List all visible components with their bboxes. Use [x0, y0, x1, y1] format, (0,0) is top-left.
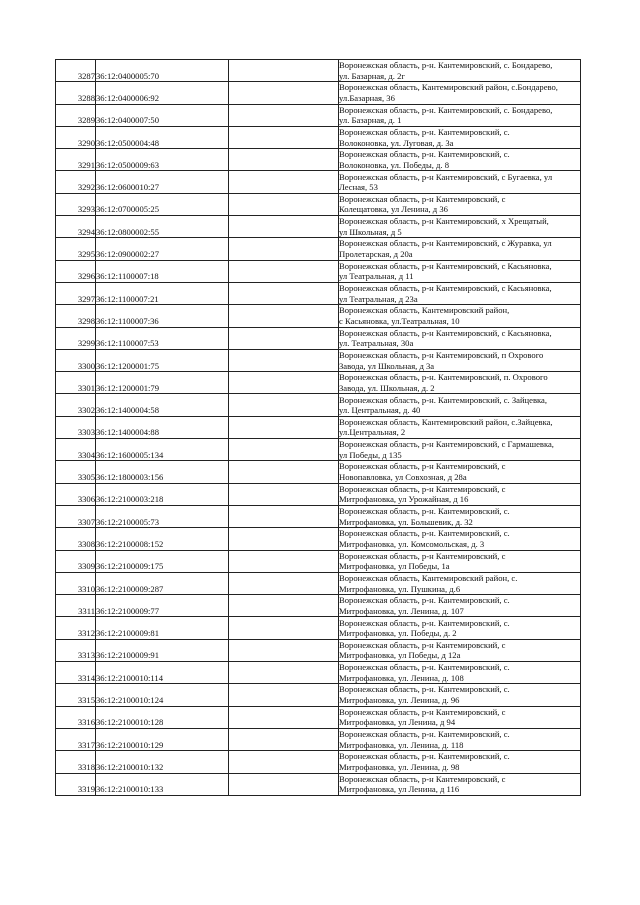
- table-row: [56, 751, 581, 773]
- empty-cell: [229, 126, 339, 148]
- cadastral-number-cell: 36:12:2100010:124: [96, 684, 229, 706]
- address-line: Воронежская область, р-н. Кантемировский, п. Охрового: [339, 372, 548, 383]
- address-line: ул Школьная, д 5: [339, 226, 402, 237]
- empty-cell: [229, 372, 339, 394]
- empty-cell: [229, 639, 339, 661]
- address-line: Воронежская область, р-н Кантемировский, п Охрового: [339, 349, 544, 360]
- empty-cell: [229, 751, 339, 773]
- cadastral-number-cell: 36:12:1200001:79: [96, 372, 229, 394]
- table-row: [56, 728, 581, 750]
- address-line: Воронежская область, р-н Кантемировский, с Гармашевка,: [339, 439, 554, 450]
- table-row: [56, 550, 581, 572]
- row-number-cell: 3306: [56, 483, 96, 505]
- empty-cell: [229, 483, 339, 505]
- address-cell: [339, 216, 581, 238]
- row-number-cell: 3309: [56, 550, 96, 572]
- address-line: Волоконовка, ул. Победы, д. 8: [339, 159, 450, 170]
- empty-cell: [229, 728, 339, 750]
- address-line: Митрофановка, ул Ленина, д 94: [339, 717, 456, 728]
- row-number-cell: 3299: [56, 327, 96, 349]
- row-number-cell: 3290: [56, 126, 96, 148]
- address-cell: [339, 505, 581, 527]
- row-number-cell: 3315: [56, 684, 96, 706]
- address-line: Воронежская область, р-н Кантемировский, с: [339, 639, 506, 650]
- empty-cell: [229, 550, 339, 572]
- cadastral-number-cell: 36:12:0500009:63: [96, 149, 229, 171]
- address-cell: [339, 126, 581, 148]
- address-cell: [339, 372, 581, 394]
- empty-cell: [229, 461, 339, 483]
- cadastral-number-cell: 36:12:2100010:129: [96, 728, 229, 750]
- table-row: [56, 773, 581, 795]
- cadastral-number-cell: 36:12:2100009:287: [96, 572, 229, 594]
- address-line: Митрофановка, ул Победы, 1а: [339, 561, 450, 572]
- cadastral-number-cell: 36:12:2100010:114: [96, 662, 229, 684]
- empty-cell: [229, 416, 339, 438]
- address-line: Лесная, 53: [339, 182, 378, 193]
- cadastral-number-cell: 36:12:1100007:53: [96, 327, 229, 349]
- address-line: ул Театральная, д 11: [339, 271, 414, 282]
- address-line: Воронежская область, р-н Кантемировский, с Касьяновка,: [339, 283, 552, 294]
- row-number-cell: 3302: [56, 394, 96, 416]
- address-line: Митрофановка, ул Победы, д 12а: [339, 650, 461, 661]
- cadastral-number-cell: 36:12:0400006:92: [96, 82, 229, 104]
- row-number-cell: 3308: [56, 528, 96, 550]
- address-line: Воронежская область, р-н. Кантемировский, с. Бондарево,: [339, 104, 553, 115]
- row-number-cell: 3314: [56, 662, 96, 684]
- table-row: [56, 126, 581, 148]
- address-line: Митрофановка, ул. Пушкина, д.6: [339, 583, 461, 594]
- address-line: Завода, ул Школьная, д 3а: [339, 360, 435, 371]
- cadastral-number-cell: 36:12:0800002:55: [96, 216, 229, 238]
- empty-cell: [229, 595, 339, 617]
- cadastral-number-cell: 36:12:0500004:48: [96, 126, 229, 148]
- address-line: Воронежская область, р-н Кантемировский, с Касьяновка,: [339, 327, 552, 338]
- row-number-cell: 3310: [56, 572, 96, 594]
- empty-cell: [229, 171, 339, 193]
- cadastral-number-cell: 36:12:0900002:27: [96, 238, 229, 260]
- address-line: Воронежская область, р-н. Кантемировский, с. Бондарево,: [339, 60, 553, 71]
- address-cell: [339, 394, 581, 416]
- address-cell: [339, 82, 581, 104]
- address-line: Митрофановка, ул. Ленина, д. 118: [339, 739, 464, 750]
- address-line: Митрофановка, ул. Ленина, д. 108: [339, 672, 464, 683]
- table-row: [56, 639, 581, 661]
- cadastral-number-cell: 36:12:1100007:21: [96, 282, 229, 304]
- empty-cell: [229, 572, 339, 594]
- table-row: [56, 193, 581, 215]
- row-number-cell: 3312: [56, 617, 96, 639]
- cadastral-number-cell: 36:12:1100007:36: [96, 305, 229, 327]
- table-body: [56, 60, 581, 796]
- address-cell: [339, 193, 581, 215]
- row-number-cell: 3288: [56, 82, 96, 104]
- row-number-cell: 3301: [56, 372, 96, 394]
- table-row: [56, 394, 581, 416]
- address-cell: [339, 728, 581, 750]
- empty-cell: [229, 238, 339, 260]
- address-cell: [339, 282, 581, 304]
- row-number-cell: 3319: [56, 773, 96, 795]
- address-line: Воронежская область, р-н. Кантемировский, с.: [339, 617, 510, 628]
- address-cell: [339, 639, 581, 661]
- table-row: [56, 104, 581, 126]
- cadastral-number-cell: 36:12:2100009:77: [96, 595, 229, 617]
- address-cell: [339, 461, 581, 483]
- cadastral-number-cell: 36:12:2100005:73: [96, 505, 229, 527]
- row-number-cell: 3287: [56, 60, 96, 82]
- table-row: [56, 149, 581, 171]
- address-cell: [339, 60, 581, 82]
- table-row: [56, 505, 581, 527]
- address-line: Митрофановка, ул. Ленина, д. 107: [339, 605, 464, 616]
- row-number-cell: 3313: [56, 639, 96, 661]
- cadastral-number-cell: 36:12:1400004:88: [96, 416, 229, 438]
- table-row: [56, 706, 581, 728]
- cadastral-number-cell: 36:12:0600010:27: [96, 171, 229, 193]
- cadastral-number-cell: 36:12:0400005:70: [96, 60, 229, 82]
- row-number-cell: 3303: [56, 416, 96, 438]
- row-number-cell: 3317: [56, 728, 96, 750]
- address-line: Воронежская область, р-н. Кантемировский, с.: [339, 149, 510, 160]
- address-line: ул Театральная, д 23а: [339, 293, 418, 304]
- empty-cell: [229, 773, 339, 795]
- table-row: [56, 216, 581, 238]
- address-line: с Касьяновка, ул.Театральная, 10: [339, 315, 460, 326]
- address-line: Воронежская область, р-н Кантемировский, х Хрещатый,: [339, 216, 549, 227]
- empty-cell: [229, 305, 339, 327]
- cadastral-number-cell: 36:12:2100010:132: [96, 751, 229, 773]
- empty-cell: [229, 193, 339, 215]
- address-cell: [339, 416, 581, 438]
- table-row: [56, 305, 581, 327]
- address-cell: [339, 104, 581, 126]
- row-number-cell: 3305: [56, 461, 96, 483]
- cadastral-number-cell: 36:12:2100010:133: [96, 773, 229, 795]
- address-cell: [339, 171, 581, 193]
- row-number-cell: 3289: [56, 104, 96, 126]
- empty-cell: [229, 394, 339, 416]
- row-number-cell: 3304: [56, 439, 96, 461]
- address-line: Воронежская область, р-н. Кантемировский, с. Зайцевка,: [339, 394, 548, 405]
- cadastral-number-cell: 36:12:1600005:134: [96, 439, 229, 461]
- row-number-cell: 3307: [56, 505, 96, 527]
- row-number-cell: 3318: [56, 751, 96, 773]
- address-line: Митрофановка, ул. Победы, д. 2: [339, 628, 457, 639]
- address-cell: [339, 572, 581, 594]
- empty-cell: [229, 104, 339, 126]
- table-row: [56, 60, 581, 82]
- address-line: ул.Базарная, 36: [339, 93, 395, 103]
- table-row: [56, 684, 581, 706]
- address-line: Воронежская область, р-н. Кантемировский, с.: [339, 662, 510, 673]
- row-number-cell: 3295: [56, 238, 96, 260]
- empty-cell: [229, 327, 339, 349]
- cadastral-number-cell: 36:12:2100008:152: [96, 528, 229, 550]
- address-cell: [339, 327, 581, 349]
- empty-cell: [229, 260, 339, 282]
- address-line: Митрофановка, ул Урожайная, д 16: [339, 494, 469, 505]
- row-number-cell: 3293: [56, 193, 96, 215]
- table-row: [56, 171, 581, 193]
- address-line: ул. Центральная, д. 40: [339, 405, 421, 416]
- address-cell: [339, 349, 581, 371]
- row-number-cell: 3296: [56, 260, 96, 282]
- table-row: [56, 282, 581, 304]
- empty-cell: [229, 282, 339, 304]
- address-line: Воронежская область, р-н. Кантемировский, с.: [339, 751, 510, 762]
- address-line: Воронежская область, р-н Кантемировский, с: [339, 773, 506, 784]
- cadastral-number-cell: 36:12:2100010:128: [96, 706, 229, 728]
- empty-cell: [229, 528, 339, 550]
- address-cell: [339, 751, 581, 773]
- address-line: Митрофановка, ул. Комсомольская, д. 3: [339, 538, 485, 549]
- address-line: Воронежская область, р-н. Кантемировский, с.: [339, 684, 510, 695]
- empty-cell: [229, 349, 339, 371]
- address-line: Воронежская область, р-н Кантемировский, с: [339, 483, 506, 494]
- address-line: Воронежская область, р-н. Кантемировский, с.: [339, 506, 510, 517]
- empty-cell: [229, 439, 339, 461]
- empty-cell: [229, 216, 339, 238]
- address-line: Митрофановка, ул. Ленина, д. 96: [339, 695, 460, 706]
- empty-cell: [229, 684, 339, 706]
- address-line: Воронежская область, р-н. Кантемировский, с.: [339, 127, 510, 137]
- address-cell: [339, 439, 581, 461]
- address-line: Воронежская область, р-н Кантемировский, с: [339, 550, 506, 561]
- address-cell: [339, 662, 581, 684]
- address-line: Митрофановка, ул. Большевик, д. 32: [339, 516, 473, 527]
- address-line: Воронежская область, Кантемировский район, с.Зайцевка,: [339, 416, 553, 427]
- row-number-cell: 3292: [56, 171, 96, 193]
- address-cell: [339, 617, 581, 639]
- empty-cell: [229, 617, 339, 639]
- address-cell: [339, 684, 581, 706]
- cadastral-number-cell: 36:12:1200001:75: [96, 349, 229, 371]
- address-line: Воронежская область, р-н Кантемировский, с: [339, 706, 506, 717]
- row-number-cell: 3300: [56, 349, 96, 371]
- cadastral-number-cell: 36:12:2100009:175: [96, 550, 229, 572]
- property-registry-table: [55, 59, 581, 796]
- table-row: [56, 416, 581, 438]
- address-line: Воронежская область, р-н. Кантемировский, с.: [339, 729, 510, 740]
- address-line: Воронежская область, р-н Кантемировский, с Касьяновка,: [339, 260, 552, 271]
- address-line: Воронежская область, Кантемировский район,: [339, 305, 510, 316]
- table-row: [56, 372, 581, 394]
- address-line: Митрофановка, ул Ленина, д 116: [339, 784, 460, 795]
- address-line: ул. Базарная, д. 1: [339, 115, 402, 126]
- table-row: [56, 260, 581, 282]
- address-line: Новопавловка, ул Совхозная, д 28а: [339, 472, 467, 483]
- row-number-cell: 3297: [56, 282, 96, 304]
- row-number-cell: 3294: [56, 216, 96, 238]
- row-number-cell: 3291: [56, 149, 96, 171]
- address-cell: [339, 260, 581, 282]
- cadastral-number-cell: 36:12:0400007:50: [96, 104, 229, 126]
- address-line: Пролетарская, д 20а: [339, 249, 413, 260]
- table-row: [56, 617, 581, 639]
- address-line: Воронежская область, Кантемировский район, с.: [339, 572, 518, 583]
- address-cell: [339, 595, 581, 617]
- table-row: [56, 82, 581, 104]
- empty-cell: [229, 505, 339, 527]
- empty-cell: [229, 149, 339, 171]
- address-line: Завода, ул. Школьная, д. 2: [339, 382, 435, 393]
- address-line: Воронежская область, р-н Кантемировский, с Журавка, ул: [339, 238, 552, 249]
- empty-cell: [229, 60, 339, 82]
- address-cell: [339, 305, 581, 327]
- address-cell: [339, 238, 581, 260]
- address-line: ул.Центральная, 2: [339, 427, 406, 438]
- row-number-cell: 3316: [56, 706, 96, 728]
- empty-cell: [229, 706, 339, 728]
- address-line: Воронежская область, р-н Кантемировский, с: [339, 461, 506, 472]
- address-line: Волоконовка, ул. Луговая, д. 3а: [339, 137, 454, 148]
- address-line: Воронежская область, р-н Кантемировский, с: [339, 193, 506, 204]
- table-row: [56, 528, 581, 550]
- address-cell: [339, 528, 581, 550]
- address-cell: [339, 706, 581, 728]
- address-cell: [339, 149, 581, 171]
- table-row: [56, 327, 581, 349]
- address-line: Воронежская область, р-н. Кантемировский, с.: [339, 595, 510, 606]
- table-row: [56, 349, 581, 371]
- address-line: Воронежская область, р-н. Кантемировский, с.: [339, 528, 510, 539]
- address-cell: [339, 550, 581, 572]
- address-line: Воронежская область, р-н Кантемировский, с Бугаевка, ул: [339, 171, 553, 182]
- address-line: Колещатовка, ул Ленина, д 36: [339, 204, 448, 215]
- table-row: [56, 662, 581, 684]
- table-row: [56, 595, 581, 617]
- address-line: ул. Театральная, 30а: [339, 338, 414, 349]
- empty-cell: [229, 662, 339, 684]
- row-number-cell: 3311: [56, 595, 96, 617]
- empty-cell: [229, 82, 339, 104]
- cadastral-number-cell: 36:12:2100009:91: [96, 639, 229, 661]
- cadastral-number-cell: 36:12:2100003:218: [96, 483, 229, 505]
- address-line: ул. Базарная, д. 2г: [339, 70, 405, 81]
- row-number-cell: 3298: [56, 305, 96, 327]
- cadastral-number-cell: 36:12:2100009:81: [96, 617, 229, 639]
- address-line: Митрофановка, ул. Ленина, д. 98: [339, 761, 460, 772]
- cadastral-number-cell: 36:12:1100007:18: [96, 260, 229, 282]
- table-row: [56, 238, 581, 260]
- cadastral-number-cell: 36:12:0700005:25: [96, 193, 229, 215]
- address-cell: [339, 483, 581, 505]
- table-row: [56, 572, 581, 594]
- address-line: ул Победы, д 135: [339, 449, 402, 460]
- table-row: [56, 483, 581, 505]
- cadastral-number-cell: 36:12:1800003:156: [96, 461, 229, 483]
- cadastral-number-cell: 36:12:1400004:58: [96, 394, 229, 416]
- table-row: [56, 439, 581, 461]
- table-row: [56, 461, 581, 483]
- address-line: Воронежская область, Кантемировский район, с.Бондарево,: [339, 82, 558, 93]
- address-cell: [339, 773, 581, 795]
